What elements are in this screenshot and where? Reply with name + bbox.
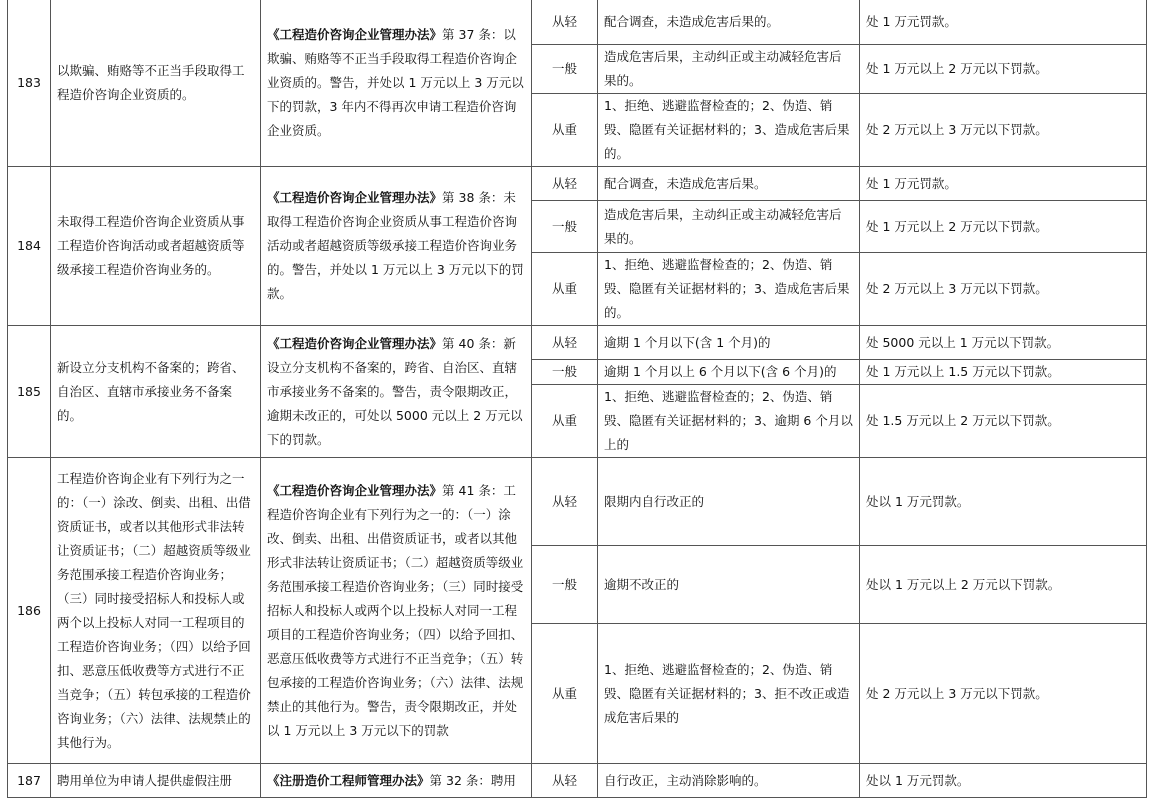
penalty: 处 5000 元以上 1 万元以下罚款。 — [860, 326, 1147, 360]
law-text: 第 38 条：未取得工程造价咨询企业资质从事工程造价咨询活动或者超越资质等级承接工程造价咨询业务的。警告，并处以 1 万元以上 3 万元以下的罚款。 — [267, 190, 524, 301]
circumstance: 自行改正，主动消除影响的。 — [598, 764, 860, 798]
violation-description: 新设立分支机构不备案的；跨省、自治区、直辖市承接业务不备案的。 — [51, 326, 261, 458]
circumstance: 配合调查，未造成危害后果。 — [598, 167, 860, 201]
violation-description: 聘用单位为申请人提供虚假注册 — [51, 764, 261, 798]
penalty: 处 1.5 万元以上 2 万元以下罚款。 — [860, 385, 1147, 458]
item-number: 185 — [8, 326, 51, 458]
law-name: 《工程造价咨询企业管理办法》 — [267, 27, 443, 42]
penalty: 处 2 万元以上 3 万元以下罚款。 — [860, 253, 1147, 326]
penalty: 处以 1 万元罚款。 — [860, 764, 1147, 798]
discretion-level: 从轻 — [532, 0, 598, 45]
circumstance: 1、拒绝、逃避监督检查的；2、伪造、销毁、隐匿有关证据材料的；3、造成危害后果的。 — [598, 253, 860, 326]
discretion-level: 一般 — [532, 546, 598, 624]
table-row — [8, 764, 1147, 798]
item-number: 187 — [8, 764, 51, 798]
discretion-level: 从重 — [532, 624, 598, 764]
discretion-level: 一般 — [532, 201, 598, 253]
penalty: 处 1 万元罚款。 — [860, 167, 1147, 201]
violation-description: 工程造价咨询企业有下列行为之一的：（一）涂改、倒卖、出租、出借资质证书，或者以其他形式非法转让资质证书；（二）超越资质等级业务范围承接工程造价咨询业务；（三）同时接受招标人和投标人或两个以上投标人对同一工程项目的工程造价咨询业务；（四）以给予回扣、恶意压低收费等方式进行不正当竞争；（五）转包承接的工程造价咨询业务；（六）法律、法规禁止的其他行为。 — [51, 458, 261, 764]
penalty: 处 1 万元以上 1.5 万元以下罚款。 — [860, 360, 1147, 385]
law-text: 第 32 条：聘用 — [429, 772, 516, 788]
legal-basis — [261, 0, 532, 167]
table-row — [8, 458, 1147, 546]
table-row — [8, 326, 1147, 360]
discretion-level: 从重 — [532, 253, 598, 326]
law-name: 《工程造价咨询企业管理办法》 — [267, 482, 443, 498]
violation-description: 未取得工程造价咨询企业资质从事工程造价咨询活动或者超越资质等级承接工程造价咨询业务的。 — [51, 167, 261, 326]
penalty: 处 2 万元以上 3 万元以下罚款。 — [860, 624, 1147, 764]
discretion-level: 从轻 — [532, 326, 598, 360]
table-row — [8, 167, 1147, 201]
discretion-level: 从轻 — [532, 458, 598, 546]
circumstance: 1、拒绝、逃避监督检查的；2、伪造、销毁、隐匿有关证据材料的；3、拒不改正或造成危害后果的 — [598, 624, 860, 764]
legal-basis — [261, 458, 532, 764]
penalty: 处以 1 万元以上 2 万元以下罚款。 — [860, 546, 1147, 624]
law-name: 《工程造价咨询企业管理办法》 — [267, 335, 443, 351]
circumstance: 逾期不改正的 — [598, 546, 860, 624]
discretion-level: 从轻 — [532, 764, 598, 798]
law-text: 第 41 条：工程造价咨询企业有下列行为之一的：（一）涂改、倒卖、出租、出借资质证书，或者以其他形式非法转让资质证书；（二）超越资质等级业务范围承接工程造价咨询业务；（三）同时接受招标人和投标人或两个以上投标人对同一工程项目的工程造价咨询业务；（四）以给予回扣、恶意压低收费等方式进行不正当竞争；（五）转包承接的工程造价咨询业务；（六）法律、法规禁止的其他行为。警告，责令限期改正，并处以 1 万元以上 3 万元以下的罚款 — [267, 482, 524, 738]
circumstance: 限期内自行改正的 — [598, 458, 860, 546]
law-text: 第 40 条：新设立分支机构不备案的，跨省、自治区、直辖市承接业务不备案的。警告，责令限期改正，逾期未改正的，可处以 5000 元以上 2 万元以下的罚款。 — [267, 335, 523, 447]
penalty-standard-table — [7, 0, 1147, 798]
legal-basis — [261, 764, 532, 798]
penalty: 处 1 万元罚款。 — [860, 0, 1147, 45]
law-name: 《注册造价工程师管理办法》 — [267, 772, 430, 788]
penalty: 处 1 万元以上 2 万元以下罚款。 — [860, 201, 1147, 253]
circumstance: 造成危害后果，主动纠正或主动减轻危害后果的。 — [598, 45, 860, 94]
circumstance: 造成危害后果，主动纠正或主动减轻危害后果的。 — [598, 201, 860, 253]
discretion-level: 一般 — [532, 360, 598, 385]
discretion-level: 从重 — [532, 385, 598, 458]
discretion-level: 一般 — [532, 45, 598, 94]
table-row — [8, 0, 1147, 45]
legal-basis — [261, 326, 532, 458]
discretion-level: 从轻 — [532, 167, 598, 201]
circumstance: 1、拒绝、逃避监督检查的；2、伪造、销毁、隐匿有关证据材料的；3、逾期 6 个月以上的 — [598, 385, 860, 458]
penalty: 处以 1 万元罚款。 — [860, 458, 1147, 546]
violation-description: 以欺骗、贿赂等不正当手段取得工程造价咨询企业资质的。 — [51, 0, 261, 167]
discretion-level: 从重 — [532, 94, 598, 167]
law-text: 第 37 条：以欺骗、贿赂等不正当手段取得工程造价咨询企业资质的。警告，并处以 1 万元以上 3 万元以下的罚款，3 年内不得再次申请工程造价咨询企业资质。 — [267, 27, 524, 138]
circumstance: 逾期 1 个月以上 6 个月以下(含 6 个月)的 — [598, 360, 860, 385]
circumstance: 逾期 1 个月以下(含 1 个月)的 — [598, 326, 860, 360]
item-number: 184 — [8, 167, 51, 326]
item-number: 186 — [8, 458, 51, 764]
circumstance: 1、拒绝、逃避监督检查的；2、伪造、销毁、隐匿有关证据材料的；3、造成危害后果的。 — [598, 94, 860, 167]
law-name: 《工程造价咨询企业管理办法》 — [267, 190, 443, 205]
legal-basis — [261, 167, 532, 326]
penalty: 处 2 万元以上 3 万元以下罚款。 — [860, 94, 1147, 167]
item-number: 183 — [8, 0, 51, 167]
circumstance: 配合调查，未造成危害后果的。 — [598, 0, 860, 45]
penalty: 处 1 万元以上 2 万元以下罚款。 — [860, 45, 1147, 94]
